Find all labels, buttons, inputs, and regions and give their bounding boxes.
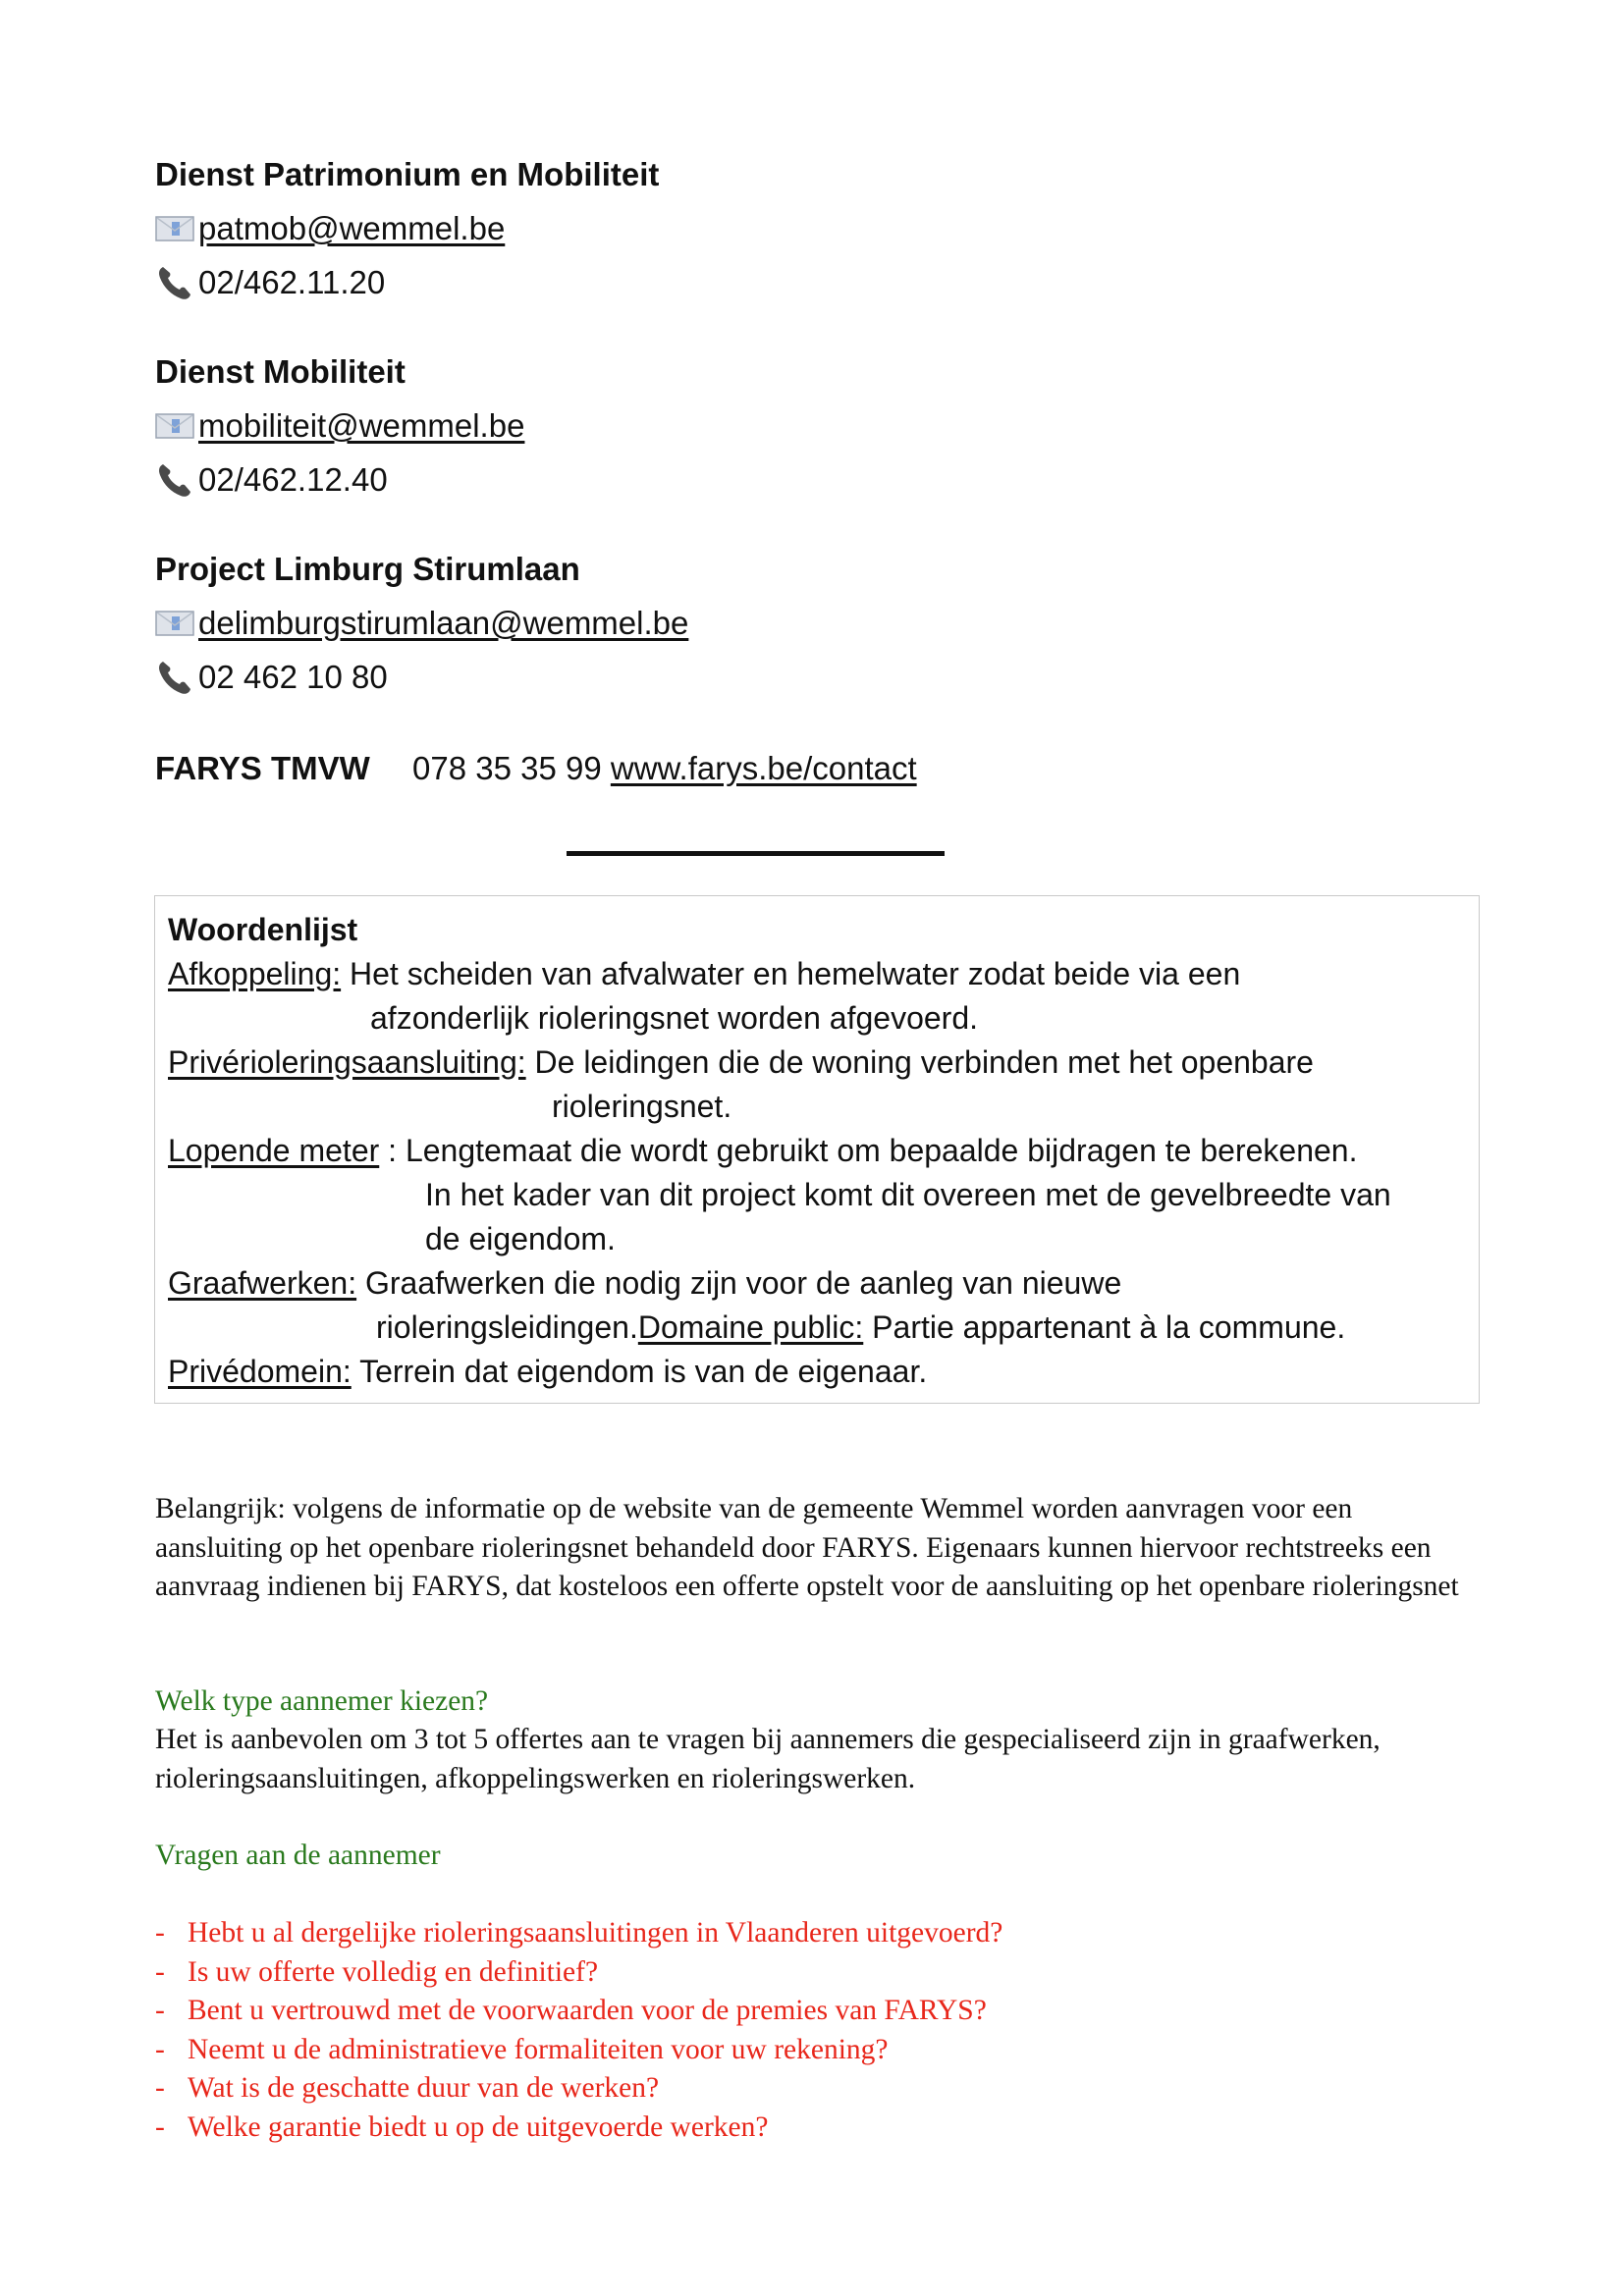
glossary-term: Afkoppeling: [168, 956, 342, 991]
contact-title: Project Limburg Stirumlaan [155, 551, 580, 587]
glossary-definition: afzonderlijk rioleringsnet worden afgevoerd. [370, 1000, 979, 1036]
list-dash: - [155, 1955, 165, 1988]
contact-email-row [155, 406, 524, 446]
list-item [155, 1953, 1002, 1993]
glossary-definition: De leidingen die de woning verbinden met het openbare [534, 1044, 1314, 1080]
glossary-definition-cont [168, 1085, 1467, 1129]
email-link[interactable]: mobiliteit@wemmel.be [198, 407, 525, 444]
question-text: Bent u vertrouwd met de voorwaarden voor de premies van FARYS? [188, 1995, 987, 2026]
glossary-title: Woordenlijst [168, 912, 358, 947]
telephone-handset-icon [155, 460, 198, 500]
glossary-entry-privedomein [168, 1350, 1467, 1394]
question-text: Wat is de geschatte duur van de werken? [188, 2072, 660, 2104]
glossary-definition: Terrein dat eigendom is van de eigenaar. [359, 1354, 928, 1389]
list-dash: - [155, 2072, 165, 2104]
farys-label: FARYS TMVW [155, 750, 370, 786]
phone-number: 02 462 10 80 [198, 659, 388, 695]
list-dash: - [155, 1917, 165, 1949]
glossary-definition-cont [168, 1173, 1467, 1217]
questions-list [155, 1914, 1002, 2147]
glossary-entry-lopende-meter [168, 1129, 1467, 1173]
glossary-term: Graafwerken: [168, 1265, 357, 1301]
list-dash: - [155, 2033, 165, 2065]
contact-phone-row [155, 658, 688, 697]
glossary-definition: Het scheiden van afvalwater en hemelwater zodat beide via een [350, 956, 1241, 991]
list-dash: - [155, 2110, 165, 2143]
glossary-definition-cont [168, 996, 1467, 1041]
contact-phone-row [155, 460, 524, 500]
contractor-heading: Welk type aannemer kiezen? [155, 1685, 489, 1717]
glossary-separator: : [379, 1133, 398, 1168]
glossary-definition: rioleringsleidingen. [376, 1309, 638, 1345]
question-text: Neemt u de administratieve formaliteiten voor uw rekening? [188, 2033, 889, 2065]
glossary-definition: rioleringsnet. [552, 1089, 732, 1124]
list-item [155, 1992, 1002, 2031]
email-link[interactable]: patmob@wemmel.be [198, 210, 506, 246]
contact-email-row [155, 209, 659, 248]
envelope-icon [155, 604, 198, 643]
farys-link[interactable]: www.farys.be/contact [610, 750, 917, 786]
glossary-term: Privérioleringsaansluiting: [168, 1044, 526, 1080]
list-dash: - [155, 1995, 165, 2026]
farys-contact-row [155, 749, 917, 788]
glossary-definition-cont [168, 1306, 1467, 1350]
glossary-definition: In het kader van dit project komt dit overeen met de gevelbreedte van [425, 1177, 1391, 1212]
glossary-entry-priverioleringsaansluiting [168, 1041, 1467, 1085]
phone-number: 02/462.11.20 [198, 264, 386, 300]
glossary-definition-cont [168, 1217, 1467, 1261]
questions-heading: Vragen aan de aannemer [155, 1840, 441, 1871]
envelope-icon [155, 406, 198, 446]
question-text: Welke garantie biedt u op de uitgevoerde werken? [188, 2110, 769, 2143]
glossary-definition: de eigendom. [425, 1221, 616, 1256]
glossary-definition: Graafwerken die nodig zijn voor de aanleg van nieuwe [364, 1265, 1122, 1301]
question-text: Is uw offerte volledig en definitief? [188, 1955, 599, 1988]
list-item [155, 2109, 1002, 2148]
farys-phone: 078 35 35 99 [412, 750, 602, 786]
contact-phone-row [155, 263, 659, 302]
contact-title: Dienst Mobiliteit [155, 353, 406, 390]
glossary-box [154, 895, 1480, 1404]
telephone-handset-icon [155, 263, 198, 302]
glossary-term: Privédomein: [168, 1354, 352, 1389]
contact-limburg-stirumlaan [155, 550, 688, 697]
email-link[interactable]: delimburgstirumlaan@wemmel.be [198, 605, 689, 641]
glossary-entry-afkoppeling [168, 952, 1467, 996]
envelope-icon [155, 209, 198, 248]
glossary-definition: Lengtemaat die wordt gebruikt om bepaalde bijdragen te berekenen. [405, 1133, 1358, 1168]
contact-patrimonium [155, 155, 659, 302]
glossary-term-domaine-public: Domaine public: [637, 1309, 864, 1345]
phone-number: 02/462.12.40 [198, 461, 388, 498]
list-item [155, 2031, 1002, 2070]
question-text: Hebt u al dergelijke rioleringsaansluitingen in Vlaanderen uitgevoerd? [188, 1917, 1003, 1949]
important-paragraph: Belangrijk: volgens de informatie op de website van de gemeente Wemmel worden aanvragen voor een aansluiting op het openbare rioleringsnet behandeld door FARYS. Eigenaars kunnen hiervoor rechtstreeks een aanvraag indienen bij FARYS, dat kosteloos een offerte opstelt voor de aansluiting op het openbare rioleringsnet [155, 1493, 1459, 1602]
list-item [155, 1914, 1002, 1953]
separator-line [567, 851, 945, 856]
list-item [155, 2069, 1002, 2109]
glossary-term: Lopende meter [168, 1133, 380, 1168]
contact-title: Dienst Patrimonium en Mobiliteit [155, 156, 660, 192]
contractor-paragraph: Het is aanbevolen om 3 tot 5 offertes aan te vragen bij aannemers die gespecialiseerd zijn in graafwerken, rioleringsaansluitingen, afkoppelingswerken en rioleringswerken. [155, 1724, 1380, 1794]
telephone-handset-icon [155, 658, 198, 697]
contact-email-row [155, 604, 688, 643]
glossary-definition: Partie appartenant à la commune. [872, 1309, 1346, 1345]
glossary-entry-graafwerken [168, 1261, 1467, 1306]
contact-mobiliteit [155, 352, 524, 500]
